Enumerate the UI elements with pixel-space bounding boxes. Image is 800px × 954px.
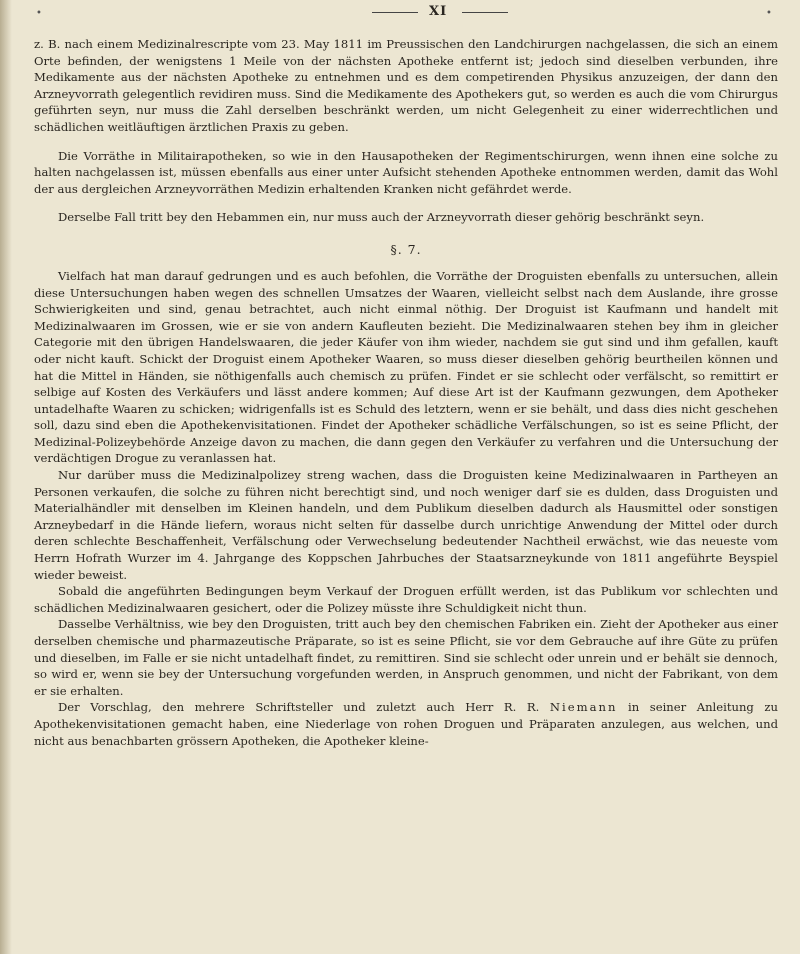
paragraph-continued: z. B. nach einem Medizinalrescripte vom 23. May 1811 im Preussischen den Landchirurgen nachgelassen, die sich an einem Orte befinden, der wenigstens 1 Meile von der nächsten Apotheke entfernt ist; jedoch sind dieselben verbunden, ihre Medikamente aus der nächsten Apotheke zu entnehmen und es dem competirenden Physikus anzuzeigen, der dann den Arzneyvorrath gelegentlich revidiren muss. Sind die Medikamente des Apothekers gut, so werden es auch die vom Chirurgus geführten seyn, nur muss die Zahl derselben beschränkt werden, um nicht Gelegenheit zu einer widerrechtlichen und schädlichen weitläuftigen ärztlichen Praxis zu geben. [34, 37, 778, 134]
header-rule-right [462, 12, 508, 13]
spacer [34, 136, 778, 148]
section-heading: §. 7. [390, 241, 422, 257]
paragraph-conditions: Sobald die angeführten Bedingungen beym Verkauf der Droguen erfüllt werden, ist das Publikum vor schlechten und schädlichen Medizinalwaaren gesichert, oder die Polizey müsste ihre Schuldigkeit nicht thun. [34, 584, 778, 615]
author-name: Niemann [549, 700, 618, 715]
paragraph-druggists: Vielfach hat man darauf gedrungen und es auch befohlen, die Vorräthe der Droguisten ebenfalls zu untersuchen, allein diese Untersuchungen haben wegen des schnellen Umsatzes der Waaren, vielleicht selbst nach dem Auslande, ihre grosse Schwierigkeiten und sind, genau betrachtet, auch nicht einmal nöthig. Der Droguist ist Kaufmann und handelt mit Medizinalwaaren im Grossen, wie er sie von andern Kaufleuten bezieht. Die Medizinalwaaren stehen bey ihm in gleicher Categorie mit den übrigen Handelswaaren, die jeder Käufer von ihm wieder, nachdem sie gut sind und ihm gefallen, kauft oder nicht kauft. Schickt der Droguist einem Apotheker Waaren, so muss dieser dieselben gehörig beurtheilen können und hat die Mittel in Händen, sie nöthigenfalls auch chemisch zu prüfen. Findet er sie schlecht oder verfälscht, so remittirt er selbige auf Kosten des Verkäufers und lässt andere kommen; Auf diese Art ist der Kaufmann gezwungen, dem Apotheker untadelhafte Waaren zu schicken; widrigenfalls ist es Schuld des letztern, wenn er sie behält, und dass dies nicht geschehen soll, dazu sind eben die Apothekenvisitationen. Findet der Apotheker schädliche Verfälschungen, so ist es seine Pflicht, der Medizinal-Polizeybehörde Anzeige davon zu machen, die dann gegen den Verkäufer zu verfahren und die Untersuchung der verdächtigen Drogue zu veranlassen hat. [34, 268, 778, 466]
paragraph-military-pharmacies: Die Vorräthe in Militairapotheken, so wie in den Hausapotheken der Regimentschirurgen, wenn ihnen eine solche zu halten nachgelassen ist, müssen ebenfalls aus einer unter Aufsicht stehenden Apotheke entnommen werden, damit das Wohl der aus dergleichen Arzneyvorräthen Medizin erhaltenden Kranken nicht gefährdet werde. [34, 148, 778, 196]
page-header [34, 0, 778, 30]
left-mark: • [36, 8, 43, 19]
paragraph-medical-police: Nur darüber muss die Medizinalpolizey streng wachen, dass die Droguisten keine Medizinalwaaren in Partheyen an Personen verkaufen, die solche zu führen nicht berechtigt sind, und noch weniger darf sie es dulden, dass Droguisten und Materialhändler mit denselben im Kleinen handeln, und dem Publikum dieselben dadurch als Hausmittel oder sonstigen Arzneybedarf in die Hände liefern, woraus nicht selten für dasselbe durch unrichtige Anwendung der Mittel oder durch deren schlechte Beschaffenheit, Verfälschung oder Verwechselung bedeutender Nachtheil erwächst, wie das neueste vom Herrn Hofrath Wurzer im 4. Jahrgange des Koppschen Jahrbuches der Staatsarzneykunde von 1811 angeführte Beyspiel wieder beweist. [34, 468, 778, 582]
page-number: XI [429, 4, 448, 19]
paragraph-midwives: Derselbe Fall tritt bey den Hebammen ein, nur muss auch der Arzneyvorrath dieser gehörig beschränkt seyn. [58, 210, 705, 225]
paragraph-proposal [34, 699, 778, 749]
header-rule-left [372, 12, 418, 13]
proposal-text-start: Der Vorschlag, den mehrere Schriftsteller und zuletzt auch Herr R. R. [58, 700, 540, 715]
proposal-text-end: in seiner Anleitung zu Apothekenvisitationen gemacht haben, eine Niederlage von rohen Droguen und Präparaten anzulegen, aus welchen, und nicht aus benachbarten grössern Apotheken, die Apotheker kleine- [34, 700, 778, 748]
paragraph-chemical-factories: Dasselbe Verhältniss, wie bey den Droguisten, tritt auch bey den chemischen Fabriken ein. Zieht der Apotheker aus einer derselben chemische und pharmazeutische Präparate, so ist es seine Pflicht, sie vor dem Gebrauche auf ihre Güte zu prüfen und dieselben, im Falle er sie nicht untadelhaft findet, zu remittiren. Sind sie schlecht oder unrein und er behält sie dennoch, so wird er, wenn sie bey der Untersuchung vorgefunden werden, in Anspruch genommen, und nicht der Fabrikant, von dem er sie erhalten. [34, 617, 778, 698]
spacer [34, 197, 778, 209]
right-mark: • [766, 8, 773, 19]
